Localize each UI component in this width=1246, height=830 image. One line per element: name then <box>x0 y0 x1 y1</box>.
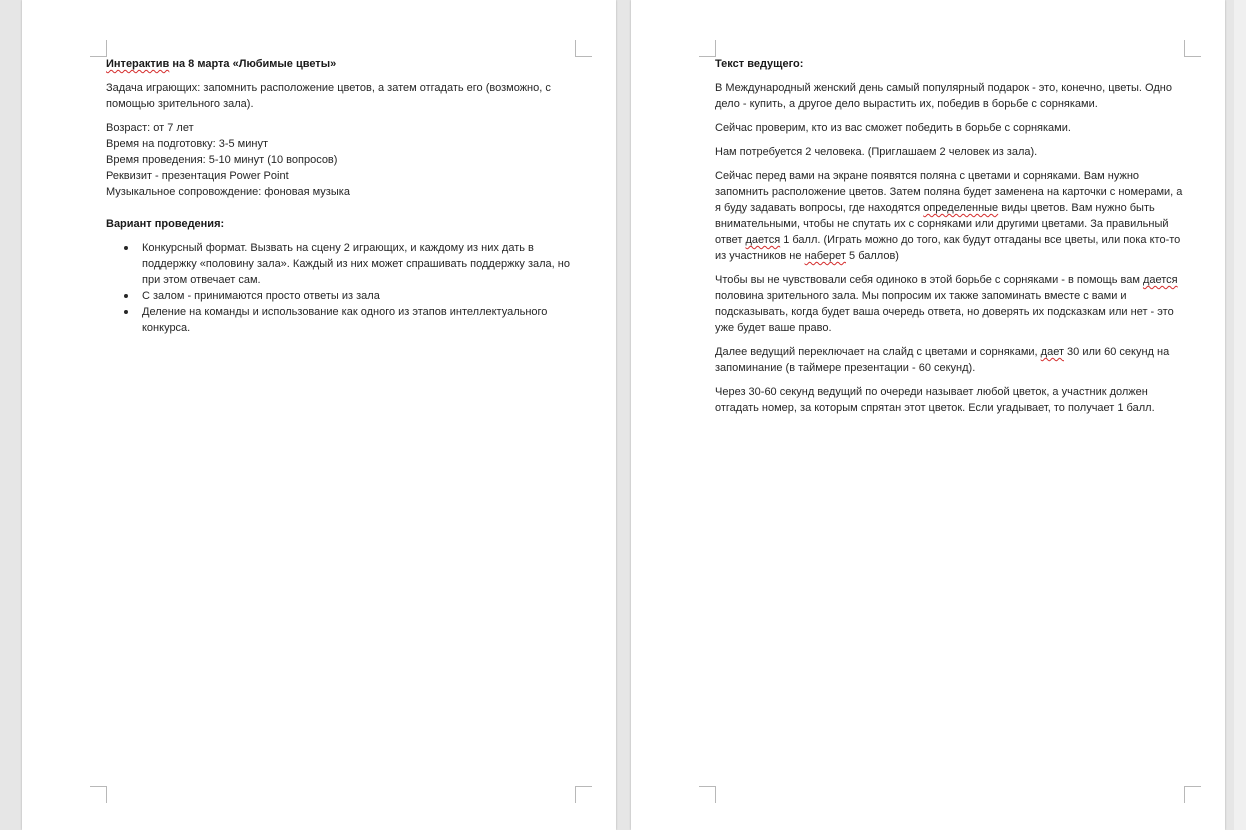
spell-error-word[interactable]: дается <box>1142 274 1178 286</box>
list-item: Деление на команды и использование как одного из этапов интеллектуального конкурса. <box>142 304 576 336</box>
info-line-music: Музыкальное сопровождение: фоновая музыка <box>106 186 350 198</box>
spell-error-word[interactable]: дает <box>1040 346 1064 358</box>
page-1-text[interactable] <box>106 56 576 336</box>
document-page-1[interactable] <box>22 0 616 830</box>
margin-corner-bottom-left <box>90 786 107 803</box>
info-line-props: Реквизит - презентация Power Point <box>106 170 289 182</box>
margin-corner-bottom-right <box>1184 786 1201 803</box>
game-info-block <box>106 120 576 200</box>
margin-corner-top-left <box>699 40 716 57</box>
page-2-text[interactable] <box>715 56 1185 424</box>
host-paragraph-6: Далее ведущий переключает на слайд с цветами и сорняками, дает 30 или 60 секунд на запоминание (в таймере презентации - 60 секунд). <box>715 346 1170 374</box>
info-line-duration: Время проведения: 5-10 минут (10 вопросов) <box>106 154 338 166</box>
info-line-prep-time: Время на подготовку: 3-5 минут <box>106 138 268 150</box>
document-page-2[interactable] <box>631 0 1225 830</box>
spell-error-word[interactable]: дается <box>745 234 781 246</box>
host-paragraph-7: Через 30-60 секунд ведущий по очереди называет любой цветок, а участник должен отгадать номер, за которым спрятан этот цветок. Если угадывает, то получает 1 балл. <box>715 386 1155 414</box>
host-paragraph-5: Чтобы вы не чувствовали себя одиноко в этой борьбе с сорняками - в помощь вам дается половина зрительного зала. Мы попросим их также запоминать вместе с вами и подсказывать, когда будет ваша очередь ответа, но доверять их подсказкам или нет - это уже будет ваше право. <box>715 274 1178 334</box>
host-text-heading: Текст ведущего: <box>715 58 804 70</box>
margin-corner-top-left <box>90 40 107 57</box>
list-item: С залом - принимаются просто ответы из зала <box>142 288 576 304</box>
host-paragraph-2: Сейчас проверим, кто из вас сможет победить в борьбе с сорняками. <box>715 122 1071 134</box>
margin-corner-bottom-left <box>699 786 716 803</box>
document-title: Интерактив на 8 марта «Любимые цветы» <box>106 58 337 70</box>
spell-error-word[interactable]: определенные <box>923 202 999 214</box>
margin-corner-top-right <box>1184 40 1201 57</box>
host-paragraph-3: Нам потребуется 2 человека. (Приглашаем 2 человек из зала). <box>715 146 1038 158</box>
variants-list <box>106 240 576 336</box>
task-paragraph: Задача играющих: запомнить расположение цветов, а затем отгадать его (возможно, с помощью зрительного зала). <box>106 82 551 110</box>
margin-corner-bottom-right <box>575 786 592 803</box>
vertical-scrollbar[interactable] <box>1234 0 1246 830</box>
list-item: Конкурсный формат. Вызвать на сцену 2 играющих, и каждому из них дать в поддержку «половину зала». Каждый из них может спрашивать поддержку зала, но при этом отвечает сам. <box>142 240 576 288</box>
info-line-age: Возраст: от 7 лет <box>106 122 194 134</box>
host-paragraph-1: В Международный женский день самый популярный подарок - это, конечно, цветы. Одно дело - купить, а другое дело вырастить их, победив в борьбе с сорняками. <box>715 82 1172 110</box>
variant-heading: Вариант проведения: <box>106 218 225 230</box>
spell-error-word[interactable]: наберет <box>804 250 846 262</box>
margin-corner-top-right <box>575 40 592 57</box>
spell-error-word[interactable]: Интерактив <box>106 58 170 70</box>
blank-line <box>106 200 576 216</box>
host-paragraph-4: Сейчас перед вами на экране появятся поляна с цветами и сорняками. Вам нужно запомнить расположение цветов. Затем поляна будет заменена на карточки с номерами, а я буду задавать вопросы, где находятся определенные виды цветов. Вам нужно быть внимательными, чтобы не спутать их с сорняками или другими цветами. За правильный ответ дается 1 балл. (Играть можно до того, как будут отгаданы все цветы, или пока кто-то из участников не наберет 5 баллов) <box>715 170 1183 262</box>
